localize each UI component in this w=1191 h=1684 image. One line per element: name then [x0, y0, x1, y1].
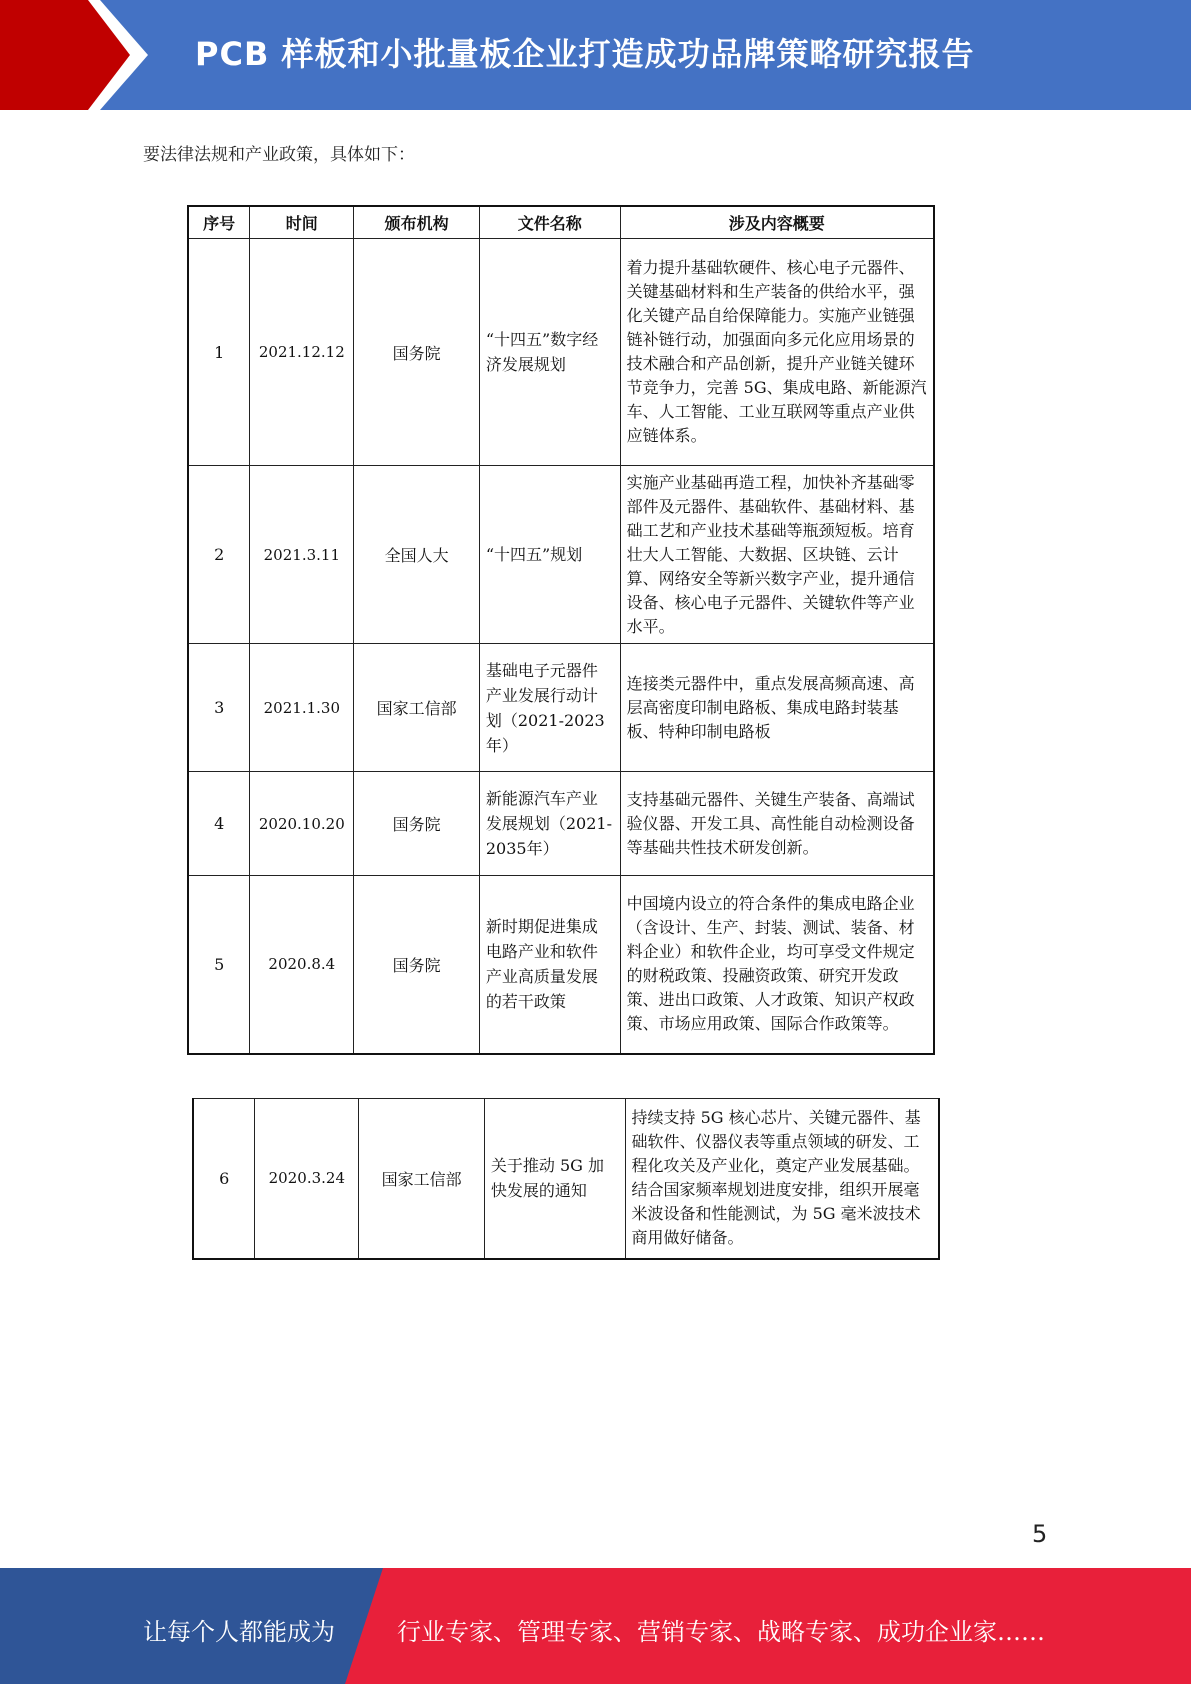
- cell-org: 国务院: [354, 772, 480, 876]
- cell-doc: “十四五”数字经济发展规划: [479, 239, 620, 466]
- footer-slogan-left: 让每个人都能成为: [143, 1618, 335, 1646]
- page-number: 5: [1032, 1520, 1048, 1548]
- table-row: [188, 239, 934, 466]
- cell-org: 全国人大: [354, 466, 480, 644]
- cell-no: 5: [188, 876, 250, 1054]
- header-doc: 文件名称: [479, 206, 620, 239]
- intro-text: 要法律法规和产业政策，具体如下：: [143, 145, 415, 165]
- cell-doc: “十四五”规划: [479, 466, 620, 644]
- header-date: 时间: [250, 206, 354, 239]
- cell-doc: 新时期促进集成电路产业和软件产业高质量发展的若干政策: [479, 876, 620, 1054]
- cell-doc: 新能源汽车产业发展规划（2021-2035年）: [479, 772, 620, 876]
- cell-org: 国家工信部: [359, 1099, 485, 1259]
- header-banner: [0, 0, 1191, 110]
- table-row: [188, 876, 934, 1054]
- cell-no: 6: [193, 1099, 255, 1259]
- cell-date: 2020.10.20: [250, 772, 354, 876]
- cell-date: 2020.8.4: [250, 876, 354, 1054]
- cell-doc: 关于推动 5G 加快发展的通知: [484, 1099, 625, 1259]
- cell-desc: 连接类元器件中，重点发展高频高速、高层高密度印制电路板、集成电路封装基板、特种印制电路板: [620, 644, 934, 772]
- cell-desc: 支持基础元器件、关键生产装备、高端试验仪器、开发工具、高性能自动检测设备等基础共性技术研发创新。: [620, 772, 934, 876]
- footer-slogan-right: 行业专家、管理专家、营销专家、战略专家、成功企业家……: [397, 1618, 1045, 1646]
- cell-no: 1: [188, 239, 250, 466]
- table-row: [193, 1099, 939, 1259]
- cell-org: 国家工信部: [354, 644, 480, 772]
- table-row: [188, 644, 934, 772]
- header-desc: 涉及内容概要: [620, 206, 934, 239]
- cell-desc: 实施产业基础再造工程，加快补齐基础零部件及元器件、基础软件、基础材料、基础工艺和产业技术基础等瓶颈短板。培育壮大人工智能、大数据、区块链、云计算、网络安全等新兴数字产业，提升通信设备、核心电子元器件、关键软件等产业水平。: [620, 466, 934, 644]
- cell-no: 2: [188, 466, 250, 644]
- cell-org: 国务院: [354, 239, 480, 466]
- policy-table-continued: [192, 1098, 940, 1260]
- cell-desc: 持续支持 5G 核心芯片、关键元器件、基础软件、仪器仪表等重点领域的研发、工程化攻关及产业化，奠定产业发展基础。结合国家频率规划进度安排，组织开展毫米波设备和性能测试，为 5G 毫米波技术商用做好储备。: [625, 1099, 939, 1259]
- header-no: 序号: [188, 206, 250, 239]
- report-title: PCB 样板和小批量板企业打造成功品牌策略研究报告: [195, 35, 975, 73]
- table-header-row: [188, 206, 934, 239]
- cell-desc: 着力提升基础软硬件、核心电子元器件、关键基础材料和生产装备的供给水平，强化关键产品自给保障能力。实施产业链强链补链行动，加强面向多元化应用场景的技术融合和产品创新，提升产业链关键环节竞争力，完善 5G、集成电路、新能源汽车、人工智能、工业互联网等重点产业供应链体系。: [620, 239, 934, 466]
- cell-date: 2021.12.12: [250, 239, 354, 466]
- table-row: [188, 466, 934, 644]
- cell-doc: 基础电子元器件产业发展行动计划（2021-2023年）: [479, 644, 620, 772]
- cell-date: 2021.3.11: [250, 466, 354, 644]
- cell-date: 2021.1.30: [250, 644, 354, 772]
- cell-org: 国务院: [354, 876, 480, 1054]
- cell-no: 3: [188, 644, 250, 772]
- header-org: 颁布机构: [354, 206, 480, 239]
- cell-desc: 中国境内设立的符合条件的集成电路企业（含设计、生产、封装、测试、装备、材料企业）和软件企业，均可享受文件规定的财税政策、投融资政策、研究开发政策、进出口政策、人才政策、知识产权政策、市场应用政策、国际合作政策等。: [620, 876, 934, 1054]
- cell-date: 2020.3.24: [255, 1099, 359, 1259]
- cell-no: 4: [188, 772, 250, 876]
- table-row: [188, 772, 934, 876]
- policy-table: [187, 205, 935, 1055]
